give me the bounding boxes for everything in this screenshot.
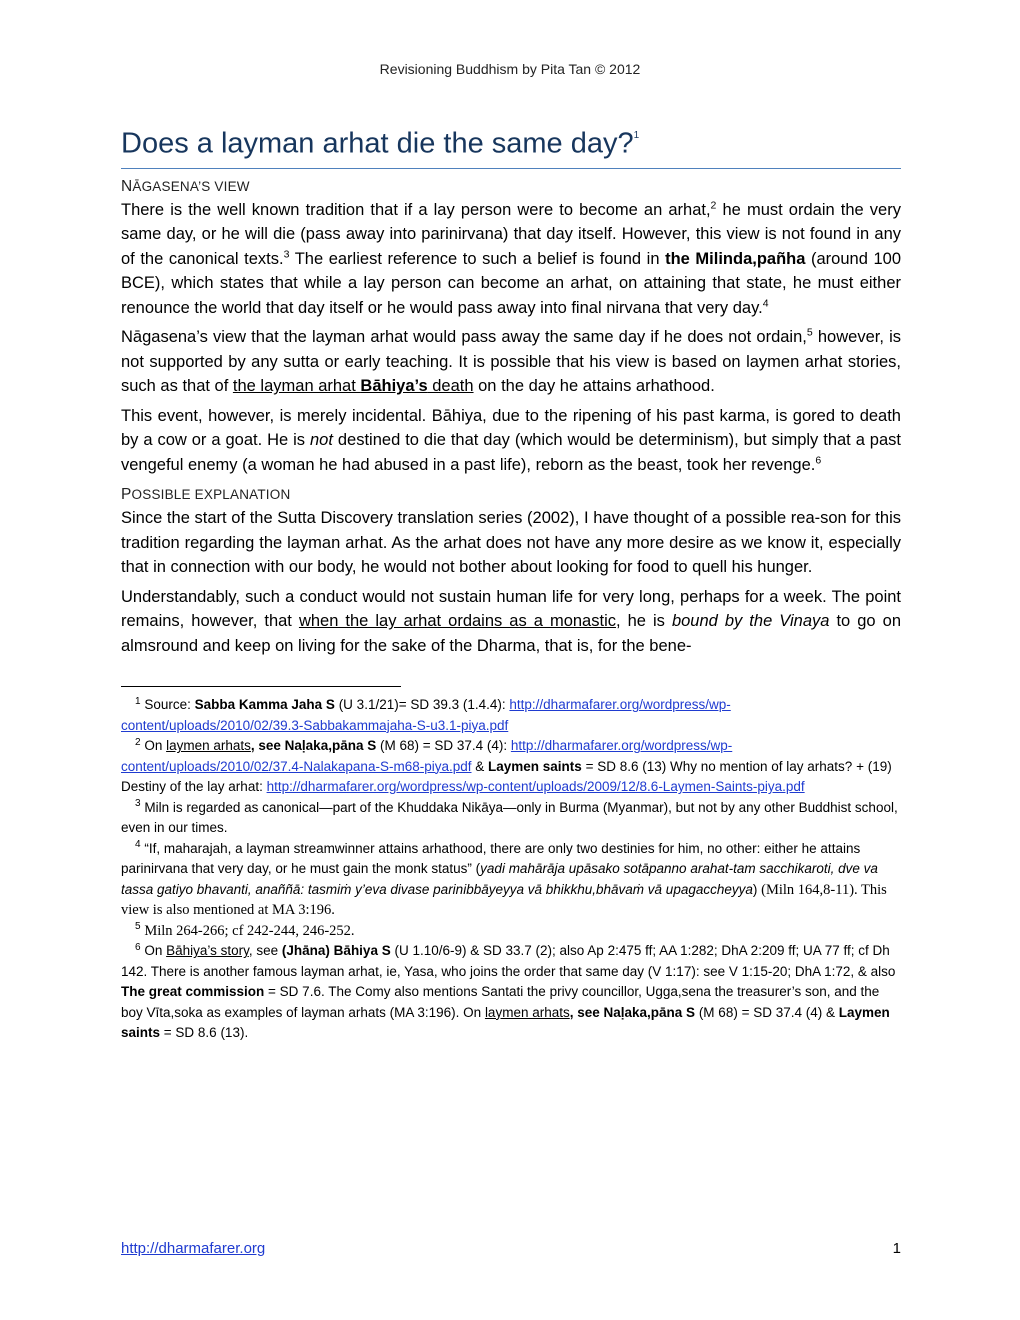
page-content bbox=[121, 118, 901, 1044]
footnote-ref-1[interactable]: 1 bbox=[633, 130, 640, 141]
footnote-separator bbox=[121, 686, 401, 687]
footnote-ref-6[interactable]: 6 bbox=[815, 454, 822, 467]
paragraph-4: Since the start of the Sutta Discovery translation series (2002), I have thought of a possible rea-son for this tradition regarding the layman arhat. As the arhat does not have any more desire as we know it, especially that in connection with our body, he would not bother about looking for food to quell his hunger. bbox=[121, 509, 901, 577]
footnote-5: $^5$ Miln 264-266; cf 242-244, 246-252. bbox=[135, 921, 355, 939]
footnote-2-url-2[interactable]: http://dharmafarer.org/wordpress/wp-content/uploads/2009/12/8.6-Laymen-Saints-piya.pdf bbox=[266, 779, 805, 795]
section-heading-possible-explanation: POSSIBLE EXPLANATION bbox=[121, 486, 291, 504]
footnote-3: $^3$ Miln is regarded as canonical—part of the Khuddaka Nikāya—only in Burma (Myanmar), but not by any other Buddhist school, even in our times. bbox=[121, 798, 898, 836]
article-title: Does a layman arhat die the same day?$^1$ bbox=[121, 118, 901, 169]
footer-website-link[interactable]: http://dharmafarer.org bbox=[121, 1240, 266, 1257]
section-heading-nagasena-view: NĀGASENA’S VIEW bbox=[121, 177, 250, 195]
footnote-ref-2[interactable]: 2 bbox=[710, 199, 717, 212]
footnote-1: $^1$ Source: Sabba Kamma Jaha S (U 3.1/21)= SD 39.3 (1.4.4): http://dharmafarer.org/wordpress/wp-content/uploads/2010/02/39.3-Sabbakammajaha-S-u3.1-piya.pdf bbox=[121, 695, 731, 733]
footnote-ref-3[interactable]: 3 bbox=[283, 248, 290, 261]
footnote-1-url[interactable]: http://dharmafarer.org/wordpress/wp-content/uploads/2010/02/39.3-Sabbakammajaha-S-u3.1-piya.pdf bbox=[121, 697, 731, 733]
footnote-ref-5[interactable]: 5 bbox=[806, 326, 813, 339]
paragraph-5: Understandably, such a conduct would not sustain human life for very long, perhaps for a week. The point remains, however, that when the lay arhat ordains as a monastic, he is bound by the Vinaya to go on almsround and keep on living for the sake of the Dharma, that is, for the bene- bbox=[121, 587, 901, 655]
footnote-2: $^2$ On laymen arhats, see Naḷaka,pāna S (M 68) = SD 37.4 (4): http://dharmafarer.org/wordpress/wp-content/uploads/2010/02/37.4-Nalakapana-S-m68-piya.pdf & Laymen saints = SD 8.6 (13) Why no mention of lay arhats? + (19) Destiny of the lay arhat: http://dharmafarer.org/wordpress/wp-content/uploads/2009/12/8.6-Laymen-Saints-piya.pdf bbox=[121, 736, 892, 795]
bahiya-death-link[interactable]: the layman arhat Bāhiya’s death bbox=[232, 377, 474, 396]
page-number: 1 bbox=[892, 1240, 901, 1257]
paragraph-3: This event, however, is merely incidental. Bāhiya, due to the ripening of his past karma, is gored to death by a cow or a goat. He is not destined to die that day (which would be determinism), but simply that a past vengeful enemy (a woman he had abused in a past life), reborn as the beast, took her revenge.$^6$ bbox=[121, 406, 901, 474]
footnote-ref-4[interactable]: 4 bbox=[762, 297, 769, 310]
running-header: Revisioning Buddhism by Pita Tan © 2012 bbox=[379, 61, 641, 77]
paragraph-2: Nāgasena’s view that the layman arhat would pass away the same day if he does not ordain,$^5$ however, is not supported by any sutta or early teaching. It is possible that his view is based on laymen arhat stories, such as that of the layman arhat Bāhiya’s death on the day he attains arhathood. bbox=[121, 326, 902, 396]
footnote-6: $^6$ On Bāhiya’s story, see (Jhāna) Bāhiya S (U 1.10/6-9) & SD 33.7 (2); also Ap 2:475 ff; AA 1:282; DhA 2:209 ff; UA 77 ff; cf Dh 142. There is another famous layman arhat, ie, Yasa, who joins the order that same day (V 1:17): see V 1:15-20; DhA 1:72, & also The great commission = SD 7.6. The Comy also mentions Santati the privy councillor, Ugga,sena the treasurer’s son, and the boy Vīta,soka as examples of layman arhats (MA 3:196). On laymen arhats, see Naḷaka,pāna S (M 68) = SD 37.4 (4) & Laymen saints = SD 8.6 (13). bbox=[121, 941, 896, 1041]
paragraph-1: There is the well known tradition that if a lay person were to become an arhat,$^2$ he must ordain the very same day, or he will die (pass away into parinirvana) that day itself. However, this view is not found in any of the canonical texts.$^3$ The earliest reference to such a belief is found in the Milinda,pañha (around 100 BCE), which states that while a lay person can become an arhat, on attaining that state, he must either renounce the world that day itself or he would pass away into final nirvana that very day.$^4$ bbox=[121, 199, 901, 317]
footnote-2-url-1[interactable]: http://dharmafarer.org/wordpress/wp-content/uploads/2010/02/37.4-Nalakapana-S-m68-piya.pdf bbox=[121, 738, 733, 774]
lay-arhat-ordains-link[interactable]: when the lay arhat ordains as a monastic bbox=[298, 612, 616, 631]
footnote-4: $^4$ “If, maharajah, a layman streamwinner attains arhathood, there are only two destinies for him, no other: either he attains parinirvana that very day, or he must gain the monk status” (yadi mahārāja upāsako sotāpanno arahat-tam sacchikaroti, dve va tassa gatiyo bhavanti, anaññā: tasmiṁ y’eva divase parinibbāyeyya vā bhikkhu,bhāvaṁ vā upagaccheyya) (Miln 164,8-11). This view is also mentioned at MA 3:196. bbox=[121, 839, 887, 919]
